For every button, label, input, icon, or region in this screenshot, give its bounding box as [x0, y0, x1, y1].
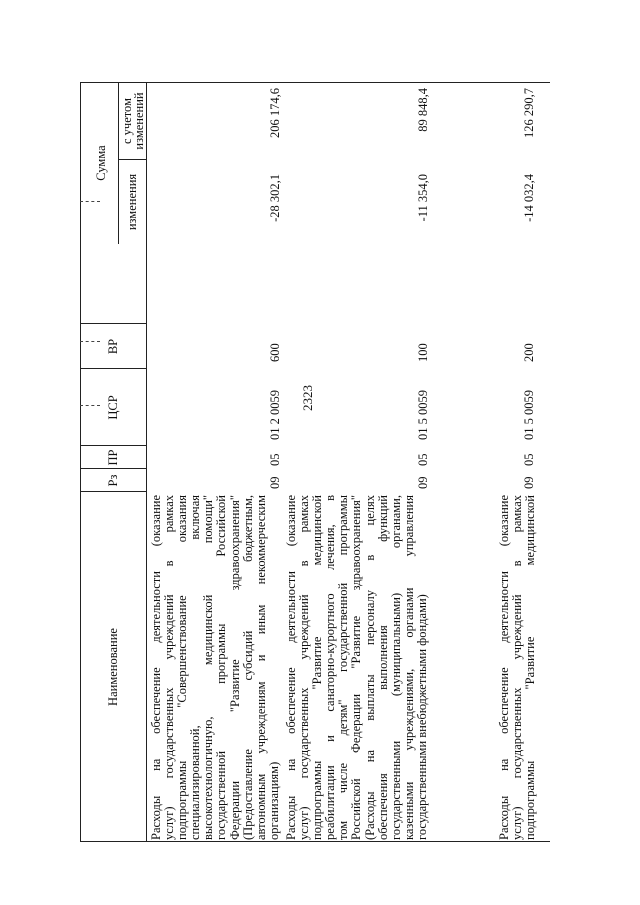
- row-3-rz: 09: [522, 476, 536, 489]
- header-with-changes-2: изменений: [132, 92, 146, 150]
- row-1-csr: 01 2 0059: [268, 390, 282, 440]
- header-bottom-border: [146, 82, 147, 842]
- header-name: Наименование: [106, 628, 120, 706]
- row-3-pr: 05: [522, 453, 536, 466]
- header-csr: ЦСР: [106, 395, 120, 420]
- row-2-csr: 01 5 0059: [416, 390, 430, 440]
- page-number: 2323: [300, 385, 315, 411]
- row-2-name: Расходы на обеспечение деятельности (оказание услуг) государственных учреждений в рамках подпрограммы "Развитие медицинской реабилитации и санаторно-курортного лечения, в том числе детям" государственной программы Российской Федерации "Развитие здравоохранения" (Расходы на выплаты персоналу в целях обеспечения выполнения функций государственными (муниципальными) органами, казенными учреждениями, органами управления государственными внебюджетными фондами): [284, 495, 429, 840]
- row-3-change: -14 032,4: [522, 174, 536, 222]
- sum-subheader-divider: [118, 82, 119, 244]
- row-1-rz: 09: [268, 476, 282, 489]
- header-sum: Сумма: [94, 145, 108, 181]
- table-right-border: [80, 82, 550, 83]
- row-2-with-changes: 89 848,4: [416, 88, 430, 132]
- row-1-vr: 600: [268, 343, 282, 362]
- row-3-name: Расходы на обеспечение деятельности (оказание услуг) государственных учреждений в рамках подпрограммы "Развитие медицинской: [497, 495, 538, 840]
- header-dash-mark: [80, 405, 100, 406]
- row-1-pr: 05: [268, 453, 282, 466]
- header-pr: ПР: [106, 449, 120, 466]
- row-1-name: Расходы на обеспечение деятельности (оказание услуг) государственных учреждений в рамках подпрограммы "Совершенствование оказания специализированной, включая высокотехнологичную, медицинской помощи" государственной программы Российской Федерации "Развитие здравоохранения" (Предоставление субсидий бюджетным, автономным учреждениям и иным некоммерческим организациям): [149, 495, 281, 840]
- row-2-vr: 100: [416, 343, 430, 362]
- table-left-border: [80, 841, 550, 842]
- row-2-pr: 05: [416, 453, 430, 466]
- header-change: изменения: [125, 173, 139, 231]
- row-1-with-changes: 206 174,6: [268, 88, 282, 138]
- row-2-change: -11 354,0: [416, 174, 430, 222]
- row-1-change: -28 302,1: [268, 174, 282, 222]
- header-with-changes-1: с учетом: [120, 98, 134, 144]
- budget-table: [80, 82, 550, 842]
- table-top-border: [80, 82, 81, 842]
- header-rz: Рз: [106, 474, 120, 487]
- row-3-vr: 200: [522, 343, 536, 362]
- header-dash-mark: [80, 341, 100, 342]
- row-3-with-changes: 126 290,7: [522, 88, 536, 138]
- header-vr: ВР: [106, 338, 120, 355]
- row-2-rz: 09: [416, 476, 430, 489]
- row-3-csr: 01 5 0059: [522, 390, 536, 440]
